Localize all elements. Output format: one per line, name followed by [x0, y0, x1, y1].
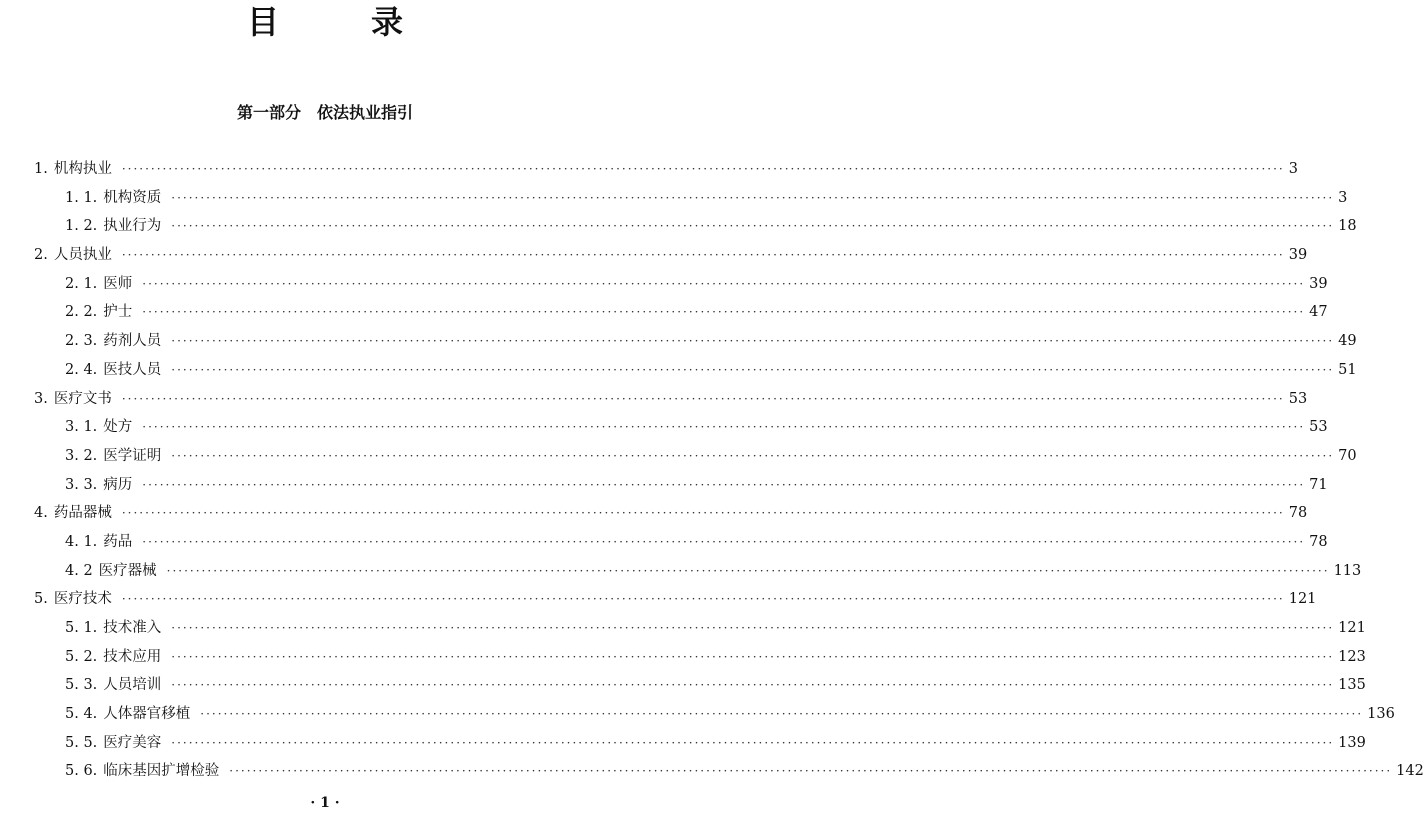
- toc-entry-page: 121: [1288, 591, 1317, 608]
- toc-entry[interactable]: [34, 501, 1308, 530]
- toc-entry[interactable]: [34, 214, 1357, 243]
- toc-entry-number: 3. 2.: [65, 447, 98, 464]
- dot-leader: ········································································································································································································: [142, 276, 1306, 291]
- toc-entry-page: 70: [1338, 447, 1357, 464]
- toc-entry[interactable]: [34, 300, 1328, 329]
- toc-entry-number: 3.: [34, 390, 48, 407]
- toc-entry-label: 医疗美容: [103, 734, 162, 751]
- dot-leader: ········································································································································································································: [142, 305, 1306, 320]
- dot-leader: ········································································································································································································: [121, 506, 1285, 521]
- toc-entry-page: 139: [1338, 734, 1366, 751]
- page-title: 目 录: [246, 3, 433, 41]
- toc-entry[interactable]: [34, 415, 1328, 444]
- toc-entry[interactable]: [34, 559, 1362, 588]
- toc-entry[interactable]: [34, 731, 1366, 760]
- dot-leader: ········································································································································································································: [171, 678, 1335, 693]
- toc-entry-label: 药品: [103, 533, 133, 550]
- toc-entry[interactable]: [34, 759, 1424, 788]
- toc-entry-label: 临床基因扩增检验: [103, 763, 220, 780]
- toc-entry-number: 4.: [34, 505, 48, 522]
- toc-entry-number: 1. 2.: [65, 218, 98, 235]
- toc-entry-label: 机构资质: [103, 189, 162, 206]
- dot-leader: ········································································································································································································: [121, 592, 1285, 607]
- toc-entry-label: 机构执业: [53, 161, 112, 177]
- toc-entry-number: 2. 1.: [65, 275, 98, 292]
- dot-leader: ········································································································································································································: [142, 534, 1306, 549]
- toc-entry-page: 51: [1338, 361, 1357, 378]
- toc-entry-number: 5. 6.: [65, 763, 98, 780]
- toc-entry-number: 5. 1.: [65, 620, 98, 636]
- toc-entry[interactable]: [34, 702, 1395, 731]
- toc-entry-label: 医师: [103, 275, 133, 292]
- toc-entry-label: 护士: [103, 304, 133, 321]
- dot-leader: ········································································································································································································: [171, 448, 1335, 463]
- toc-entry[interactable]: [34, 358, 1357, 387]
- toc-entry-label: 医技人员: [103, 361, 162, 378]
- dot-leader: ········································································································································································································: [142, 477, 1306, 492]
- part-title: 第一部分 依法执业指引: [236, 103, 413, 122]
- toc-entry-label: 药剂人员: [103, 333, 162, 350]
- toc-entry[interactable]: [34, 387, 1308, 416]
- toc-entry-page: 71: [1309, 476, 1328, 493]
- toc-entry[interactable]: [34, 243, 1308, 272]
- dot-leader: ········································································································································································································: [200, 707, 1364, 722]
- dot-leader: ········································································································································································································: [121, 162, 1285, 176]
- dot-leader: ········································································································································································································: [121, 248, 1285, 263]
- toc-entry-page: 39: [1288, 247, 1308, 264]
- toc-entry-number: 1.: [34, 161, 48, 177]
- toc-entry-page: 135: [1338, 677, 1366, 694]
- toc-entry-number: 5. 3.: [65, 677, 98, 694]
- toc-entry-number: 2. 2.: [65, 304, 98, 321]
- toc-entry-number: 4. 1.: [65, 533, 98, 550]
- toc-entry-label: 人员执业: [53, 247, 112, 264]
- toc-entry-label: 药品器械: [53, 505, 112, 522]
- dot-leader: ········································································································································································································: [121, 391, 1285, 406]
- toc-entry-number: 5. 2.: [65, 648, 98, 665]
- dot-leader: ········································································································································································································: [171, 362, 1335, 377]
- toc-entry-label: 医疗文书: [53, 390, 112, 407]
- dot-leader: ········································································································································································································: [142, 420, 1306, 435]
- toc-entry-page: 3: [1338, 189, 1348, 206]
- dot-leader: ········································································································································································································: [171, 219, 1335, 234]
- toc-entry-number: 3. 1.: [65, 419, 98, 436]
- toc-entry[interactable]: [34, 673, 1366, 702]
- toc-entry-number: 1. 1.: [65, 189, 98, 206]
- toc-entry-label: 执业行为: [103, 218, 162, 235]
- toc-entry-label: 人员培训: [103, 677, 162, 694]
- toc-entry-number: 2.: [34, 247, 48, 264]
- dot-leader: ········································································································································································································: [229, 764, 1393, 779]
- toc-entry-page: 123: [1338, 648, 1366, 665]
- toc-entry-number: 3. 3.: [65, 476, 98, 493]
- toc-entry-page: 53: [1288, 390, 1308, 407]
- toc-entry-page: 47: [1309, 304, 1328, 321]
- toc-entry-label: 人体器官移植: [103, 706, 191, 723]
- toc-entry[interactable]: [34, 587, 1317, 616]
- toc-entry-number: 2. 4.: [65, 361, 98, 378]
- toc-entry-label: 病历: [103, 476, 133, 493]
- toc-entry[interactable]: [34, 645, 1366, 674]
- toc-entry[interactable]: [34, 186, 1348, 215]
- toc-entry-page: 121: [1338, 620, 1366, 636]
- toc-entry-number: 5. 5.: [65, 734, 98, 751]
- toc-entry-label: 技术应用: [103, 648, 162, 665]
- dot-leader: ········································································································································································································: [171, 621, 1335, 635]
- dot-leader: ········································································································································································································: [171, 334, 1335, 349]
- toc-entry[interactable]: [34, 329, 1357, 358]
- toc-entry-number: 2. 3.: [65, 333, 98, 350]
- toc-entry-page: 78: [1288, 505, 1308, 522]
- toc-entry-label: 技术准入: [103, 620, 162, 636]
- toc-entry[interactable]: [34, 272, 1328, 301]
- dot-leader: ········································································································································································································: [171, 649, 1335, 664]
- toc-entry-label: 医疗技术: [53, 591, 112, 608]
- toc-entry-page: 18: [1338, 218, 1357, 235]
- toc-entry-number: 4. 2: [65, 562, 93, 579]
- toc-entry-page: 142: [1396, 763, 1424, 780]
- toc-entry[interactable]: [34, 530, 1328, 559]
- toc-entry[interactable]: [34, 444, 1357, 473]
- toc-entry-page: 39: [1309, 275, 1328, 292]
- toc-entry-number: 5. 4.: [65, 706, 98, 723]
- toc-entry-label: 医学证明: [103, 447, 162, 464]
- dot-leader: ········································································································································································································: [166, 563, 1330, 578]
- toc-entry-page: 136: [1367, 706, 1395, 723]
- toc-entry-label: 处方: [103, 419, 133, 436]
- toc-entry-label: 医疗器械: [98, 562, 157, 579]
- toc-entry-page: 113: [1333, 562, 1362, 579]
- page-number: · 1 ·: [310, 795, 340, 811]
- dot-leader: ········································································································································································································: [171, 190, 1335, 205]
- toc-entry-number: 5.: [34, 591, 48, 608]
- toc-entry-page: 49: [1338, 333, 1357, 350]
- toc-entry[interactable]: [34, 616, 1366, 645]
- toc-entry-page: 3: [1288, 161, 1298, 177]
- dot-leader: ········································································································································································································: [171, 735, 1335, 750]
- toc-entry[interactable]: [34, 473, 1328, 502]
- table-of-contents: [34, 157, 1424, 788]
- toc-entry[interactable]: [34, 157, 1298, 186]
- toc-entry-page: 53: [1309, 419, 1328, 436]
- toc-entry-page: 78: [1309, 533, 1328, 550]
